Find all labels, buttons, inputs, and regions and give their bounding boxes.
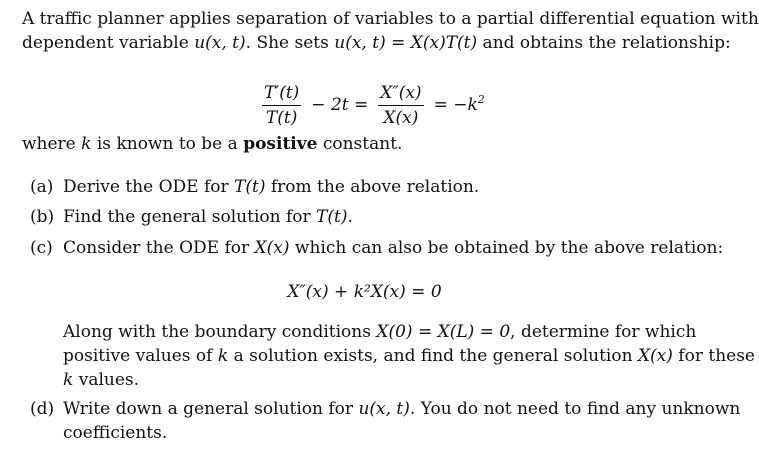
part-c-var-x: X(x) [637,346,673,366]
intro-text-1: A traffic planner applies separation of variables to a partial differential equation with [22,9,759,29]
intro-text-2e: and obtains the relationship: [477,33,731,53]
intro-text-2c: . She sets [245,33,335,53]
fraction-t-denominator: T(t) [265,107,298,128]
part-a-text-1: Derive the ODE for [63,177,235,197]
rhs-exponent: 2 [477,93,485,106]
after-var-k: k [81,134,92,154]
part-c-text-1: Consider the ODE for [63,238,255,258]
part-b-text-1: Find the general solution for [63,207,317,227]
fraction-x-denominator: X(x) [383,107,419,128]
part-c-label: (c) [30,238,53,258]
part-b-label: (b) [30,207,55,227]
part-a-text [63,176,479,198]
part-c-para-1: Along with the boundary conditions [63,322,377,342]
part-c-para-line-1 [63,321,696,343]
part-d-text-2: . You do not need to find any unknown [409,399,741,419]
part-a-text-2: from the above relation. [265,177,480,197]
fraction-t [262,83,301,128]
part-c-para-5: for these [672,346,755,366]
intro-separation-formula: u(x, t) = X(x)T(t) [334,33,478,53]
part-c-ode: X″(x) + k²X(x) = 0 [287,282,442,302]
part-c-para-line-3 [63,369,139,391]
part-c-para-line-2 [63,345,755,367]
part-c-var-k-2: k [63,370,74,390]
part-c-para-2: , determine for which [510,322,697,342]
part-c-text-2: which can also be obtained by the above relation: [289,238,724,258]
part-b-text [63,206,353,228]
part-d-line-1 [63,398,740,420]
part-d-var: u(x, t) [358,399,410,419]
part-c-var: X(x) [254,238,290,258]
after-text-a: where [22,134,82,154]
part-d-line-2 [63,422,167,444]
after-bold-positive: positive [243,134,318,154]
intro-text-2a: dependent variable [22,33,195,53]
separation-equation [258,80,491,130]
part-d-label: (d) [30,399,55,419]
part-c-text [63,237,723,259]
part-a-label: (a) [30,177,54,197]
fraction-x [378,83,423,128]
after-text-b: is known to be a [91,134,244,154]
part-d-text-3: coefficients. [63,423,168,443]
after-text-c: constant. [317,134,403,154]
equation-rhs [434,95,485,115]
rhs-text: = −k [433,95,478,115]
part-c-para-3: positive values of [63,346,218,366]
part-d-text-1: Write down a general solution for [63,399,359,419]
after-equation-line [22,133,402,155]
part-c-boundary-conditions: X(0) = X(L) = 0 [376,322,511,342]
intro-line-2 [22,32,731,54]
minus-2t-term: − 2t = [311,95,369,115]
fraction-t-numerator: T′(t) [262,83,301,106]
part-c-para-6: values. [73,370,140,390]
part-c-var-k: k [217,346,229,366]
part-a-var: T(t) [234,177,266,197]
part-b-text-2: . [347,207,353,227]
part-c-para-4: a solution exists, and find the general solution [228,346,638,366]
intro-var-u: u(x, t) [194,33,246,53]
intro-line-1 [22,8,759,30]
fraction-x-numerator: X″(x) [378,83,423,106]
part-b-var: T(t) [316,207,348,227]
